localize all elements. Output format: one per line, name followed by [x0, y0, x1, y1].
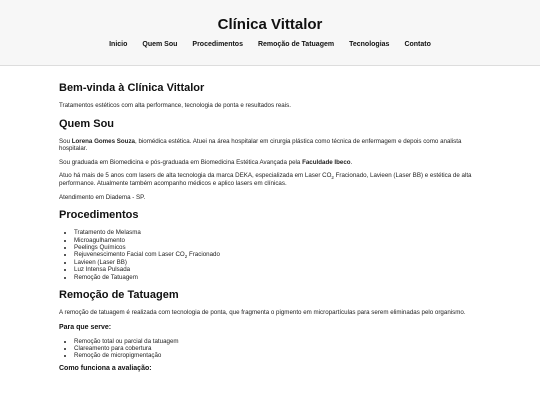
list-item: • Remoção de Tatuagem	[74, 274, 481, 281]
site-title: Clínica Vittalor	[217, 16, 323, 33]
nav-link-contato[interactable]: Contato	[404, 41, 431, 48]
tattoo-text: A remoção de tatuagem é realizada com tecnologia de ponta, que fragmenta o pigmento em micropartículas para serem eliminadas pelo organismo.	[59, 309, 466, 316]
about-paragraph-4: Atendimento em Diadema - SP.	[59, 193, 146, 201]
list-item: • Remoção total ou parcial da tatuagem	[74, 338, 481, 345]
nav-link-tecnologias[interactable]: Tecnologias	[349, 41, 390, 48]
list-item: • Peelings Químicos	[74, 244, 481, 251]
about-name: Lorena Gomes Souza	[71, 137, 135, 145]
welcome-text: Tratamentos estéticos com alta performance, tecnologia de ponta e resultados reais.	[59, 102, 291, 109]
list-item: • Rejuvenescimento Facial com Laser $CO_2$ Fracionado	[74, 251, 481, 258]
welcome-heading: Bem-vinda à Clínica Vittalor	[59, 82, 205, 94]
main-content	[59, 82, 481, 379]
about-paragraph-3: Atuo há mais de 5 anos com lasers de alta tecnologia da marca DEKA, especializada em Laser $CO_2$ Fracionado, Lavieen (Laser BB) e estética de alta performance. Atualmente também acompanho médicos e aplico lasers em clínicas.	[59, 172, 472, 187]
nav-link-quem-sou[interactable]: Quem Sou	[142, 41, 178, 48]
list-item: • Clareamento para cobertura	[74, 345, 481, 352]
about-paragraph-1: Sou Lorena Gomes Souza, biomédica estética. Atuei na área hospitalar em cirurgia plástica como técnica de enfermagem e depois como analista hospitalar.	[59, 137, 462, 153]
nav-link-procedimentos[interactable]: Procedimentos	[192, 41, 243, 48]
site-header	[0, 0, 540, 66]
nav-link-remocao-de-tatuagem[interactable]: Remoção de Tatuagem	[257, 41, 335, 48]
about-paragraph-2: Sou graduada em Biomedicina e pós-graduada em Biomedicina Estética Avançada pela Faculdade Ibeco.	[59, 158, 353, 166]
list-item: • Microagulhamento	[74, 237, 481, 244]
list-item: • Remoção de micropigmentação	[74, 352, 481, 359]
procedures-list	[74, 229, 481, 281]
main-nav	[0, 41, 540, 48]
about-heading: Quem Sou	[59, 117, 115, 130]
tattoo-evaluation-heading: Como funciona a avaliação:	[59, 364, 152, 372]
tattoo-uses-list	[74, 338, 481, 360]
list-item: • Tratamento de Melasma	[74, 229, 481, 236]
about-school: Faculdade Ibeco	[302, 158, 351, 166]
nav-link-inicio[interactable]: Inicio	[109, 41, 128, 48]
list-item: • Lavieen (Laser BB)	[74, 259, 481, 266]
list-item: • Luz Intensa Pulsada	[74, 266, 481, 273]
tattoo-uses-heading: Para que serve:	[59, 323, 112, 331]
procedures-heading: Procedimentos	[59, 209, 139, 222]
tattoo-heading: Remoção de Tatuagem	[59, 289, 179, 301]
